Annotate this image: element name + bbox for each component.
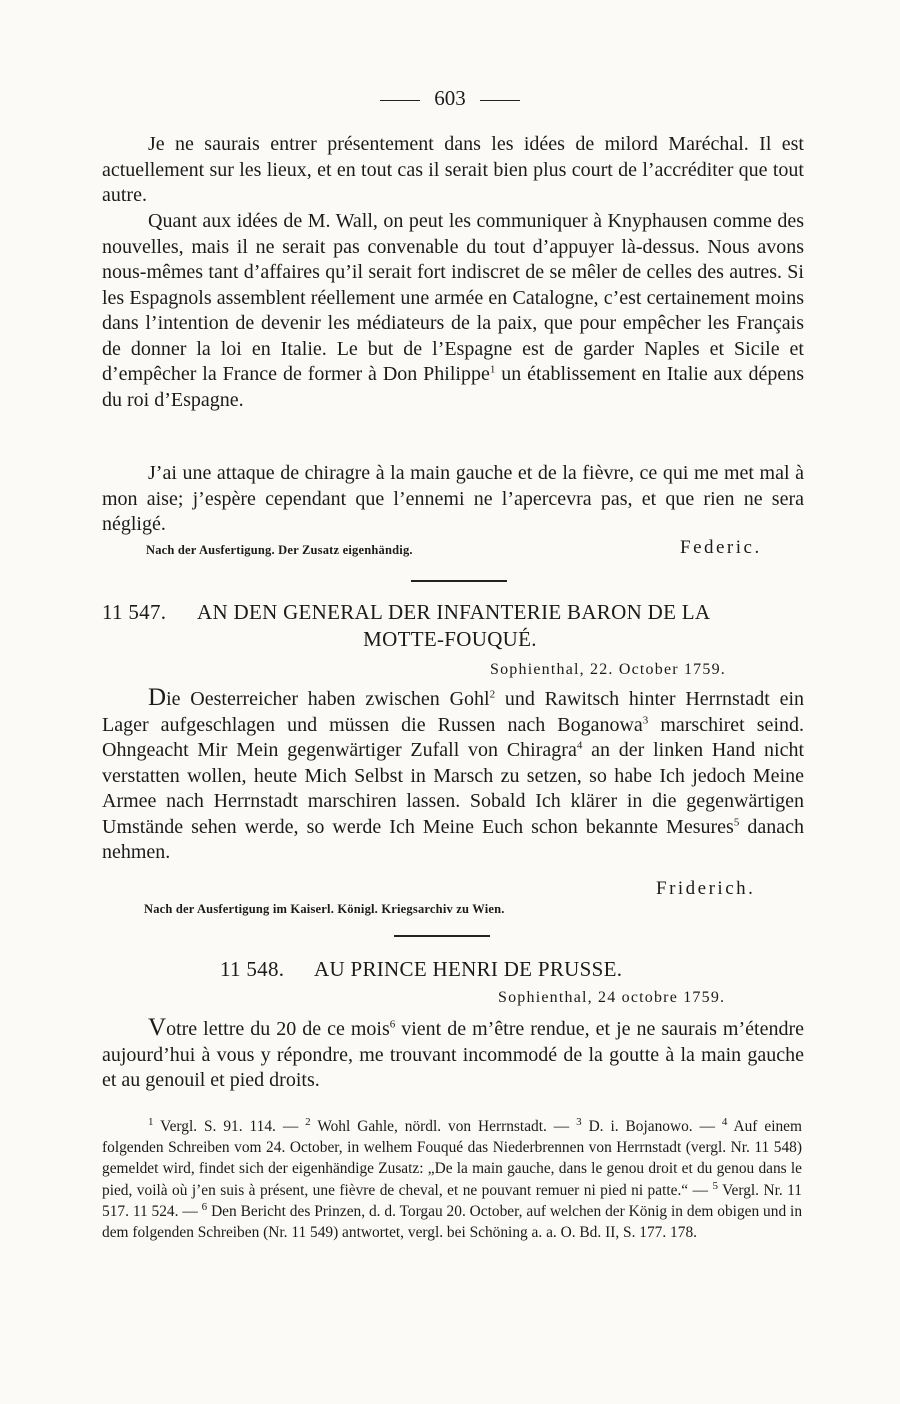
dateline-11547: Sophienthal, 22. October 1759. [490, 661, 726, 678]
footnote-2: Wohl Gahle, nördl. von Herrnstadt. — [310, 1118, 577, 1135]
footnote-ref-3[interactable]: 3 [642, 713, 649, 726]
letter-body-11548 [102, 1015, 804, 1094]
letter-number-11548: 11 548. [220, 957, 285, 981]
footnote-mark-6: 6 [201, 1200, 208, 1213]
footnote-ref-4[interactable]: 4 [576, 739, 583, 752]
page-number-header [0, 86, 900, 111]
footnote-ref-1[interactable]: 1 [489, 363, 496, 376]
section-divider-2 [394, 935, 490, 937]
footnote-5: Vergl. Nr. 11 517. 11 524. — [102, 1181, 802, 1220]
dateline-11548: Sophienthal, 24 octobre 1759. [498, 989, 726, 1006]
paragraph-chiragre: J’ai une attaque de chiragre à la main gauche et de la fièvre, ce qui me met mal à mon aise; j’espère cependant que l’ennemi ne l’apercevra pas, et que rien ne sera négligé. [102, 462, 804, 535]
signature-federic: Federic. [680, 537, 762, 558]
dash-left [380, 100, 420, 101]
letter-heading-11547-line1: AN DEN GENERAL DER INFANTERIE BARON DE LA [197, 600, 711, 624]
paragraph-milord-marechal: Je ne saurais entrer présentement dans les idées de milord Maréchal. Il est actuellement sur les lieux, et en tout cas il serait bien plus court de l’accréditer que tout autre. [102, 133, 804, 206]
letter-number-11547: 11 547. [102, 600, 167, 624]
footnote-6: Den Bericht des Prinzen, d. d. Torgau 20. October, auf welchen der König in dem obigen und in dem folgenden Schreiben (Nr. 11 549) antwortet, vergl. bei Schöning a. a. O. Bd. II, S. 177. 178. [102, 1202, 803, 1242]
footnotes [102, 1116, 802, 1243]
footnote-mark-3: 3 [576, 1115, 582, 1128]
signature-friderich: Friderich. [656, 878, 756, 899]
footnote-3: D. i. Bojanowo. — [581, 1118, 722, 1135]
letter-body-11547 [102, 685, 804, 866]
source-note-friderich: Nach der Ausfertigung im Kaiserl. Königl. Kriegsarchiv zu Wien. [144, 902, 505, 916]
source-note-federic: Nach der Ausfertigung. Der Zusatz eigenhändig. [146, 543, 413, 557]
section-divider-1 [411, 580, 507, 582]
paragraph-wall-text: Quant aux idées de M. Wall, on peut les communiquer à Knyphausen comme des nouvelles, mais il ne serait pas convenable du tout d’appuyer là-dessus. Nous avons nous-mêmes tant d’affaires qu’il serait fort indiscret de se mêler de celles des autres. Si les Espagnols assemblent réellement une armée en Catalogne, c’est certainement moins dans l’intention de devenir les médiateurs de la paix, que pour empêcher les Français de donner la loi en Italie. Le but de l’Espagne est de garder Naples et Sicile et d’empêcher la France de former à Don Philippe [102, 210, 804, 385]
footnote-mark-4: 4 [721, 1115, 728, 1128]
body-11548-t1: otre lettre du 20 de ce mois [166, 1018, 390, 1040]
body-11548-t2: vient de m’être rendue, et je ne saurais m’étendre aujourd’hui à vous y répondre, me trouvant incommodé de la goutte à la main gauche et au genouil et pied droits. [102, 1018, 804, 1091]
footnote-mark-2: 2 [305, 1115, 311, 1128]
footnote-mark-1: 1 [148, 1115, 154, 1128]
footnote-ref-5[interactable]: 5 [733, 815, 740, 828]
footnote-mark-5: 5 [712, 1179, 718, 1192]
dropcap-d: D [148, 684, 167, 711]
footnote-1: Vergl. S. 91. 114. — [153, 1118, 306, 1135]
body-11547-t5: danach nehmen. [102, 815, 804, 863]
dropcap-v: V [148, 1014, 167, 1041]
footnote-4: Auf einem folgenden Schreiben vom 24. October, in welhem Fouqué das Niederbrennen von Herrnstadt (vergl. Nr. 11 548) gemeldet wird, findet sich der eigenhändige Zusatz: „De la main gauche, dans le genou droit et du genou dans le pied, voilà où j’en suis à présent, une fièvre de cheval, et ne pouvant remuer ni pied ni patte.“ — [102, 1118, 802, 1199]
letter-heading-11548: AU PRINCE HENRI DE PRUSSE. [314, 957, 623, 981]
page-number: 603 [434, 86, 466, 110]
body-11547-t2: und Rawitsch hinter Herrnstadt ein Lager aufgeschlagen und müssen die Russen nach Boganowa [102, 688, 805, 736]
footnote-ref-6[interactable]: 6 [389, 1018, 396, 1031]
body-11547-t3: marschiret seind. Ohngeacht Mir Mein gegenwärtiger Zufall von Chiragra [102, 713, 804, 761]
paragraph-wall [102, 209, 804, 413]
footnote-ref-2[interactable]: 2 [489, 688, 496, 701]
paragraph-wall-tail: un établissement en Italie aux dépens du roi d’Espagne. [102, 363, 804, 411]
body-11547-t1: ie Oesterreicher haben zwischen Gohl [166, 688, 490, 710]
body-11547-t4: an der linken Hand nicht verstatten wollen, heute Mich Selbst in Marsch zu setzen, so habe Ich jedoch Meine Armee nach Herrnstadt marschiren lassen. Sobald Ich klärer in die gegenwärtigen Umstände sehen werde, so werde Ich Meine Euch schon bekannte Mesures [102, 739, 804, 838]
letter-heading-11547-line2: MOTTE-FOUQUÉ. [363, 627, 537, 651]
dash-right [480, 100, 520, 101]
